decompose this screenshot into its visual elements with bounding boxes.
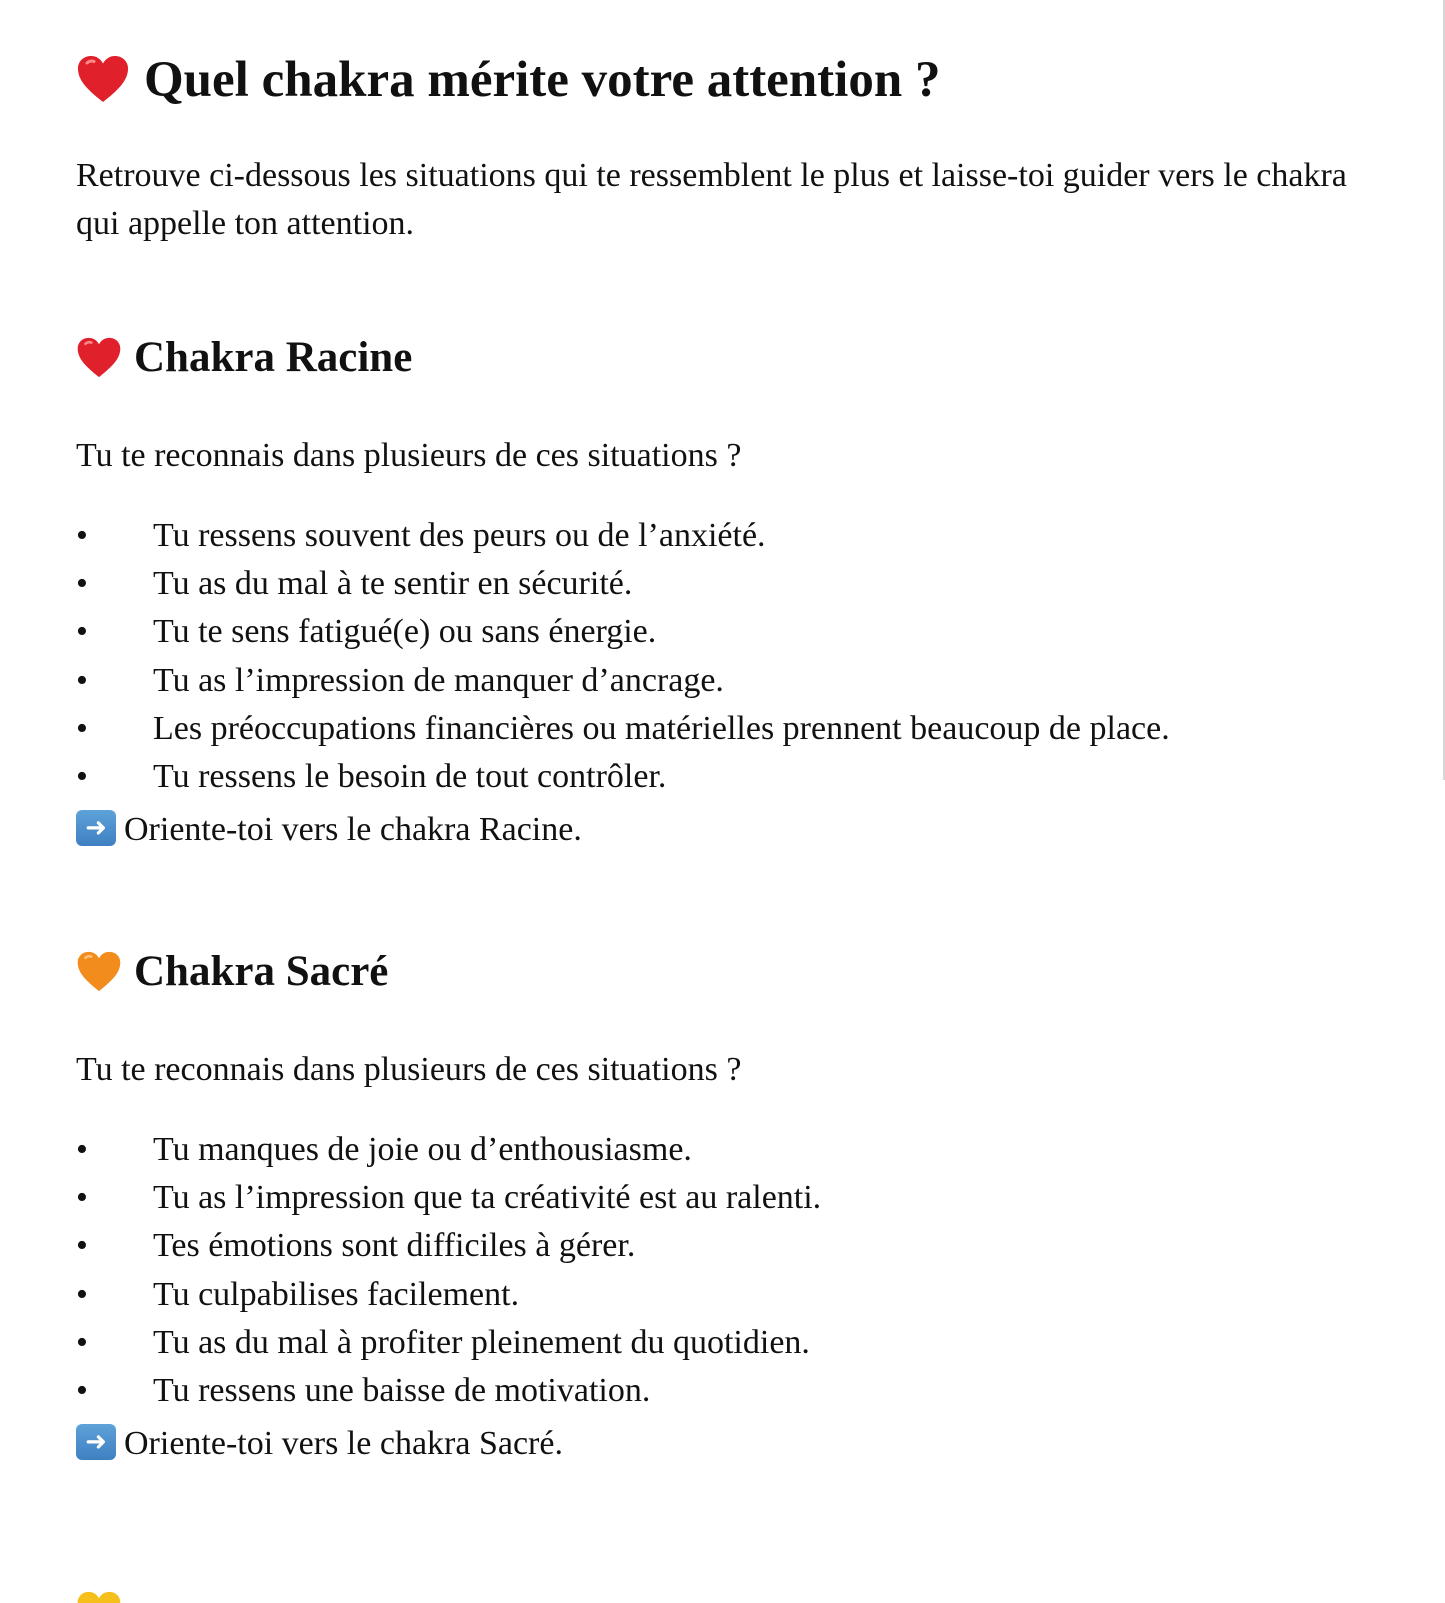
bullet-point: • bbox=[76, 1371, 88, 1409]
right-arrow-icon: ➜ bbox=[76, 1424, 116, 1460]
bullet-point: • bbox=[76, 1275, 88, 1313]
red-heart-icon bbox=[76, 54, 130, 104]
section-heading-text: Chakra Sacré bbox=[134, 948, 389, 995]
bullet-point: • bbox=[76, 661, 88, 699]
bullet-point: • bbox=[76, 613, 88, 651]
orange-heart-icon bbox=[76, 950, 122, 993]
document-page: Quel chakra mérite votre attention ? Retrouve ci-dessous les situations qui te ressemblent le plus et laisse-toi guider vers le chakra qui appelle ton attention. Chakra Racine Tu te reconnais dans plusieurs de ces situations ? • Tu ressens souvent des peurs ou de l’anxiété. • Tu as du mal à te sentir en sécurité. • Tu te sens fatigué(e) ou sans énergie. • Tu as l’impression de manquer d’ancrage. • Les préoccupations financières ou matérielles prennent beaucoup de place. • Tu ressens le besoin de tout contrôler. ➜ Oriente-toi vers le chakra Racine. Chakra Sacré Tu te reconnais dans plusieurs de ces situations ? • Tu manques de joie ou d’enthousiasme. • Tu as l’impression que ta créativité est au ralenti. • Tes émotions sont difficiles à gérer. • Tu culpabilises facilement. • Tu as du mal à profiter pleinement du quotidien. • Tu ressens une baisse de motivation. ➜ Oriente-toi vers le chakra Sacré. bbox=[0, 0, 1445, 1603]
bullet-point: • bbox=[76, 1227, 88, 1265]
bullet-point: • bbox=[76, 1179, 88, 1217]
red-heart-icon bbox=[76, 336, 122, 379]
bullet-point: • bbox=[76, 1131, 88, 1168]
bullet-point: • bbox=[76, 565, 88, 603]
section-conclusion-racine bbox=[76, 806, 582, 854]
section-conclusion-sacre bbox=[76, 1420, 563, 1468]
bullet-point: • bbox=[76, 757, 88, 795]
conclusion-text: Oriente-toi vers le chakra Sacré. bbox=[124, 1425, 563, 1462]
section-heading-text: Chakra Racine bbox=[134, 334, 413, 381]
right-arrow-icon: ➜ bbox=[76, 810, 116, 846]
section-heading-racine bbox=[76, 330, 412, 386]
page-title-text: Quel chakra mérite votre attention ? bbox=[144, 52, 941, 108]
page-title bbox=[76, 46, 940, 114]
bullet-point: • bbox=[76, 517, 88, 554]
section-heading-sacre bbox=[76, 944, 388, 1000]
bullet-point: • bbox=[76, 1323, 88, 1361]
bullet-point: • bbox=[76, 709, 88, 747]
conclusion-text: Oriente-toi vers le chakra Racine. bbox=[124, 811, 582, 848]
yellow-heart-icon bbox=[76, 1590, 122, 1603]
section-question: Tu te reconnais dans plusieurs de ces situations ? bbox=[76, 1051, 742, 1088]
intro-paragraph: Retrouve ci-dessous les situations qui te ressemblent le plus et laisse-toi guider vers le chakra qui appelle ton attention. bbox=[76, 157, 1347, 242]
section-question: Tu te reconnais dans plusieurs de ces situations ? bbox=[76, 437, 742, 474]
